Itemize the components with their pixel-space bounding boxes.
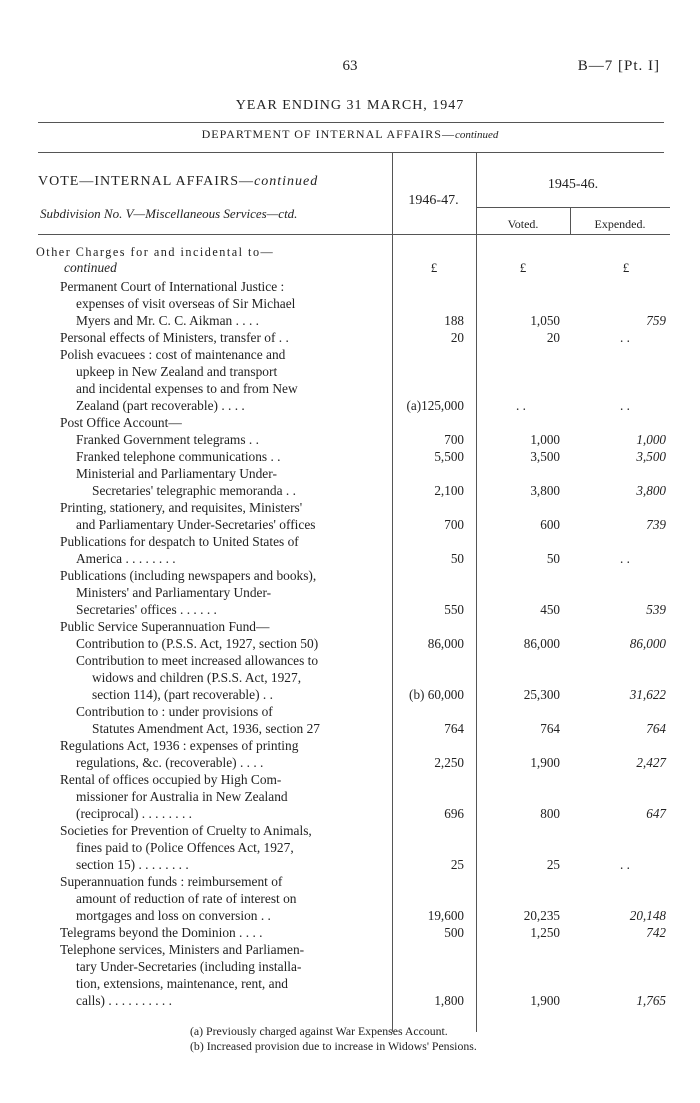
item-line: Contribution to meet increased allowances to: [76, 653, 319, 668]
value-expended: 1,000: [636, 432, 666, 447]
value-expended: 739: [646, 517, 666, 532]
value-1946-47: 50: [450, 551, 464, 566]
currency-label-expended: £: [622, 260, 630, 275]
item-line: missioner for Australia in New Zealand: [76, 789, 288, 804]
value-expended: 31,622: [629, 687, 666, 702]
item-line: expenses of visit overseas of Sir Michael: [76, 296, 296, 311]
section-title-text: Other Charges for and incidental to—: [36, 245, 275, 259]
item-line: America . . . . . . . .: [76, 551, 176, 566]
column-header-1945-46: 1945-46.: [547, 177, 599, 192]
value-1946-47: 2,250: [434, 755, 464, 770]
item-line: Regulations Act, 1936 : expenses of printing: [60, 738, 299, 753]
column-header-expended: Expended.: [594, 217, 646, 231]
value-expended: . .: [620, 330, 630, 345]
department-continued: continued: [454, 129, 499, 141]
department-heading: [0, 127, 700, 142]
item-line: Franked telephone communications . .: [76, 449, 281, 464]
value-expended: 742: [646, 925, 666, 940]
item-line: Printing, stationery, and requisites, Ministers': [60, 500, 303, 515]
item-line: Secretaries' offices . . . . . .: [76, 602, 217, 617]
item-line: Telephone services, Ministers and Parliamen-: [60, 942, 305, 957]
column-rule-1: [392, 152, 393, 1032]
value-voted: 3,800: [530, 483, 560, 498]
value-expended: 3,500: [636, 449, 666, 464]
value-voted: 450: [540, 602, 560, 617]
value-voted: 764: [540, 721, 560, 736]
column-rule-2: [476, 152, 477, 1032]
header-rule: [38, 122, 664, 123]
item-line: Telegrams beyond the Dominion . . . .: [60, 925, 263, 940]
document-reference: B—7 [Pt. I]: [577, 58, 660, 74]
department-name: DEPARTMENT OF INTERNAL AFFAIRS—: [201, 127, 455, 141]
value-1946-47: 20: [450, 330, 464, 345]
item-line: tary Under-Secretaries (including installa-: [76, 959, 302, 974]
value-expended: 539: [646, 602, 666, 617]
item-line: Superannuation funds : reimbursement of: [60, 874, 283, 889]
item-line: tion, extensions, maintenance, rent, and: [76, 976, 288, 991]
value-1946-47: (a)125,000: [406, 398, 464, 413]
item-line: Myers and Mr. C. C. Aikman . . . .: [76, 313, 260, 328]
footnote-a: (a) Previously charged against War Expenses Account.: [190, 1024, 448, 1038]
value-voted: 86,000: [523, 636, 560, 651]
currency-label-1946-47: £: [430, 260, 438, 275]
sub-header-rule: [476, 207, 670, 208]
value-1946-47: 188: [444, 313, 464, 328]
value-voted: 20,235: [523, 908, 560, 923]
year-title: YEAR ENDING 31 MARCH, 1947: [235, 98, 465, 113]
section-title-continued: continued: [64, 260, 117, 275]
value-expended: 3,800: [636, 483, 666, 498]
item-line: and incidental expenses to and from New: [76, 381, 298, 396]
value-voted: 50: [546, 551, 560, 566]
item-line: Contribution to (P.S.S. Act, 1927, section 50): [76, 636, 319, 651]
item-line: Rental of offices occupied by High Com-: [60, 772, 282, 787]
column-header-1946-47: 1946-47.: [408, 193, 459, 208]
value-1946-47: 25: [450, 857, 464, 872]
item-line: Personal effects of Ministers, transfer of . .: [60, 330, 289, 345]
value-1946-47: 700: [444, 517, 464, 532]
value-expended: 647: [646, 806, 666, 821]
item-line: Societies for Prevention of Cruelty to Animals,: [60, 823, 312, 838]
value-expended: . .: [620, 857, 630, 872]
value-voted: 25: [546, 857, 560, 872]
value-voted: 1,000: [530, 432, 560, 447]
value-1946-47: 2,100: [434, 483, 464, 498]
subdivision-title: Subdivision No. V—Miscellaneous Services—ctd.: [40, 206, 298, 221]
item-line: mortgages and loss on conversion . .: [76, 908, 271, 923]
item-line: Statutes Amendment Act, 1936, section 27: [92, 721, 320, 736]
item-line: section 114), (part recoverable) . .: [92, 687, 273, 702]
item-line: Ministerial and Parliamentary Under-: [76, 466, 277, 481]
value-1946-47: 696: [444, 806, 464, 821]
value-1946-47: 764: [444, 721, 464, 736]
value-expended: 764: [646, 721, 666, 736]
value-expended: . .: [620, 551, 630, 566]
item-line: Secretaries' telegraphic memoranda . .: [92, 483, 296, 498]
value-1946-47: 1,800: [434, 993, 464, 1008]
item-line: Public Service Superannuation Fund—: [60, 619, 270, 634]
item-line: upkeep in New Zealand and transport: [76, 364, 278, 379]
item-line: regulations, &c. (recoverable) . . . .: [76, 755, 264, 770]
header-bottom-rule: [38, 234, 670, 235]
value-1946-47: (b) 60,000: [409, 687, 464, 702]
item-line: Contribution to : under provisions of: [76, 704, 273, 719]
value-voted: 20: [546, 330, 560, 345]
value-voted: 1,900: [530, 755, 560, 770]
footnote-b: (b) Increased provision due to increase in Widows' Pensions.: [190, 1039, 477, 1053]
value-voted: 3,500: [530, 449, 560, 464]
item-line: Franked Government telegrams . .: [76, 432, 259, 447]
value-expended: . .: [620, 398, 630, 413]
value-1946-47: 86,000: [427, 636, 464, 651]
value-1946-47: 550: [444, 602, 464, 617]
item-line: Publications (including newspapers and books),: [60, 568, 317, 583]
value-1946-47: 700: [444, 432, 464, 447]
item-line: section 15) . . . . . . . .: [76, 857, 189, 872]
item-line: Permanent Court of International Justice :: [60, 279, 285, 294]
item-line: and Parliamentary Under-Secretaries' offices: [76, 517, 316, 532]
section-title: [36, 244, 274, 260]
item-line: Ministers' and Parliamentary Under-: [76, 585, 272, 600]
currency-label-voted: £: [519, 260, 527, 275]
table-top-rule: [38, 152, 664, 153]
item-line: widows and children (P.S.S. Act, 1927,: [92, 670, 302, 685]
value-voted: 1,250: [530, 925, 560, 940]
value-expended: 86,000: [629, 636, 666, 651]
vote-continued: continued: [254, 174, 319, 189]
value-voted: 800: [540, 806, 560, 821]
value-expended: 1,765: [636, 993, 666, 1008]
value-voted: . .: [516, 398, 526, 413]
value-voted: 25,300: [523, 687, 560, 702]
value-1946-47: 5,500: [434, 449, 464, 464]
vote-title: [38, 174, 318, 190]
column-header-voted: Voted.: [507, 217, 539, 231]
value-voted: 1,050: [530, 313, 560, 328]
item-line: calls) . . . . . . . . . .: [76, 993, 172, 1008]
item-line: fines paid to (Police Offences Act, 1927,: [76, 840, 294, 855]
value-expended: 20,148: [629, 908, 666, 923]
vote-name: VOTE—INTERNAL AFFAIRS—: [38, 174, 255, 189]
value-voted: 600: [540, 517, 560, 532]
item-line: Polish evacuees : cost of maintenance and: [60, 347, 286, 362]
value-voted: 1,900: [530, 993, 560, 1008]
item-line: amount of reduction of rate of interest on: [76, 891, 297, 906]
value-1946-47: 19,600: [427, 908, 464, 923]
value-1946-47: 500: [444, 925, 464, 940]
item-line: Post Office Account—: [60, 415, 182, 430]
value-expended: 2,427: [636, 755, 666, 770]
item-line: (reciprocal) . . . . . . . .: [76, 806, 193, 821]
page-number: 63: [342, 58, 358, 74]
item-line: Zealand (part recoverable) . . . .: [76, 398, 245, 413]
value-expended: 759: [646, 313, 666, 328]
item-line: Publications for despatch to United States of: [60, 534, 299, 549]
